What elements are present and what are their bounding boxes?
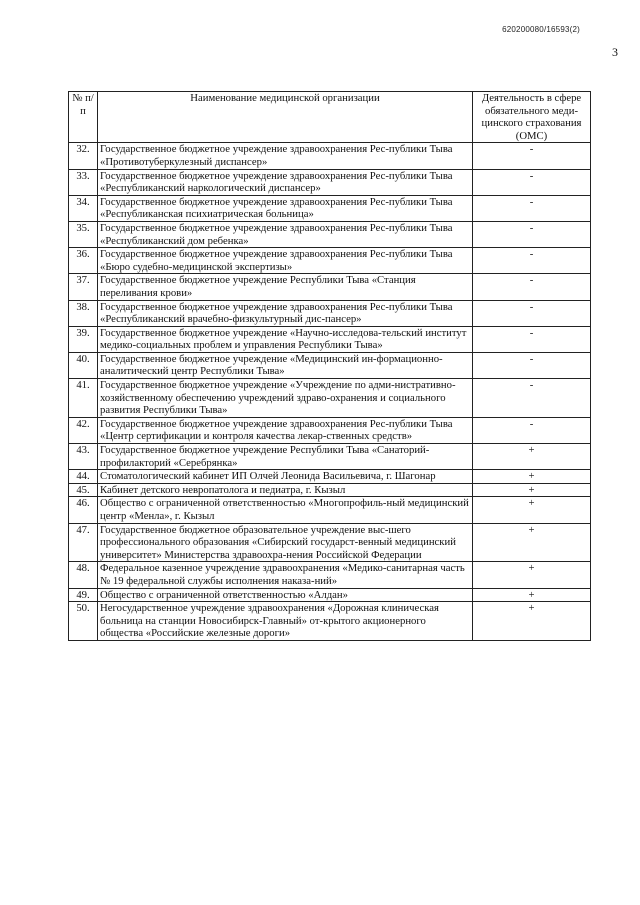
organization-name: Государственное бюджетное учреждение здравоохранения Рес-публики Тыва «Бюро судебно-медицинской экспертизы»	[98, 248, 473, 274]
row-number: 50.	[69, 602, 98, 641]
table-row	[69, 497, 591, 523]
header-oms-activity: Деятельность в сфере обязательного меди-цинского страхования (ОМС)	[473, 92, 591, 143]
row-number: 33.	[69, 169, 98, 195]
organization-name: Государственное бюджетное образовательное учреждение выс-шего профессионального образования «Сибирский государст-венный медицинский университет» Министерства здравоохра-нения Российской Федерации	[98, 523, 473, 562]
oms-status: -	[473, 379, 591, 418]
oms-status: -	[473, 417, 591, 443]
row-number: 36.	[69, 248, 98, 274]
row-number: 47.	[69, 523, 98, 562]
table-row	[69, 379, 591, 418]
row-number: 39.	[69, 326, 98, 352]
table-row	[69, 248, 591, 274]
row-number: 45.	[69, 483, 98, 497]
organization-name: Государственное бюджетное учреждение здравоохранения Рес-публики Тыва «Центр сертификации и контроля качества лекар-ственных средств»	[98, 417, 473, 443]
table-row	[69, 143, 591, 169]
table-header-row	[69, 92, 591, 143]
row-number: 35.	[69, 221, 98, 247]
oms-status: +	[473, 523, 591, 562]
oms-status: +	[473, 483, 591, 497]
oms-status: -	[473, 248, 591, 274]
organization-name: Общество с ограниченной ответственностью «Алдан»	[98, 588, 473, 602]
table-row	[69, 326, 591, 352]
organization-name: Государственное бюджетное учреждение здравоохранения Рес-публики Тыва «Республиканская психиатрическая больница»	[98, 195, 473, 221]
table-row	[69, 602, 591, 641]
organization-name: Негосударственное учреждение здравоохранения «Дорожная клиническая больница на станции Новосибирск-Главный» от-крытого акционерного общества «Российские железные дороги»	[98, 602, 473, 641]
table-row	[69, 417, 591, 443]
table-row	[69, 444, 591, 470]
oms-status: -	[473, 326, 591, 352]
oms-status: +	[473, 602, 591, 641]
row-number: 32.	[69, 143, 98, 169]
organization-name: Государственное бюджетное учреждение «Учреждение по адми-нистративно-хозяйственному обеспечению учреждений здраво-охранения и социального развития Республики Тыва»	[98, 379, 473, 418]
oms-status: +	[473, 444, 591, 470]
organization-name: Кабинет детского невропатолога и педиатра, г. Кызыл	[98, 483, 473, 497]
row-number: 40.	[69, 352, 98, 378]
row-number: 37.	[69, 274, 98, 300]
table-row	[69, 274, 591, 300]
row-number: 44.	[69, 470, 98, 484]
table-row	[69, 588, 591, 602]
document-id: 620200080/16593(2)	[502, 25, 580, 34]
organization-name: Федеральное казенное учреждение здравоохранения «Медико-санитарная часть № 19 федеральной службы исполнения наказа-ний»	[98, 562, 473, 588]
organization-name: Государственное бюджетное учреждение здравоохранения Рес-публики Тыва «Республиканский врачебно-физкультурный дис-пансер»	[98, 300, 473, 326]
oms-status: -	[473, 195, 591, 221]
table-row	[69, 470, 591, 484]
oms-status: -	[473, 352, 591, 378]
oms-status: +	[473, 497, 591, 523]
header-organization-name: Наименование медицинской организации	[98, 92, 473, 143]
organization-name: Государственное бюджетное учреждение «Научно-исследова-тельский институт медико-социальных проблем и управления Республики Тыва»	[98, 326, 473, 352]
organization-name: Общество с ограниченной ответственностью «Многопрофиль-ный медицинский центр «Менла», г. Кызыл	[98, 497, 473, 523]
organization-name: Государственное бюджетное учреждение Республики Тыва «Станция переливания крови»	[98, 274, 473, 300]
table-row	[69, 195, 591, 221]
organization-name: Государственное бюджетное учреждение здравоохранения Рес-публики Тыва «Противотуберкулезный диспансер»	[98, 143, 473, 169]
row-number: 48.	[69, 562, 98, 588]
oms-status: +	[473, 562, 591, 588]
page-number: 3	[612, 45, 618, 59]
table-row	[69, 562, 591, 588]
organization-name: Стоматологический кабинет ИП Олчей Леонида Васильевича, г. Шагонар	[98, 470, 473, 484]
oms-status: -	[473, 169, 591, 195]
row-number: 34.	[69, 195, 98, 221]
table-row	[69, 300, 591, 326]
organization-name: Государственное бюджетное учреждение здравоохранения Рес-публики Тыва «Республиканский дом ребенка»	[98, 221, 473, 247]
row-number: 42.	[69, 417, 98, 443]
row-number: 38.	[69, 300, 98, 326]
organization-name: Государственное бюджетное учреждение здравоохранения Рес-публики Тыва «Республиканский наркологический диспансер»	[98, 169, 473, 195]
oms-status: +	[473, 470, 591, 484]
oms-status: -	[473, 143, 591, 169]
oms-status: -	[473, 221, 591, 247]
organization-name: Государственное бюджетное учреждение «Медицинский ин-формационно-аналитический центр Республики Тыва»	[98, 352, 473, 378]
oms-status: -	[473, 300, 591, 326]
table-row	[69, 483, 591, 497]
row-number: 41.	[69, 379, 98, 418]
table-row	[69, 221, 591, 247]
medical-organizations-table	[68, 91, 591, 641]
row-number: 46.	[69, 497, 98, 523]
table-row	[69, 523, 591, 562]
row-number: 43.	[69, 444, 98, 470]
row-number: 49.	[69, 588, 98, 602]
table-row	[69, 352, 591, 378]
table-row	[69, 169, 591, 195]
oms-status: +	[473, 588, 591, 602]
header-number: № п/п	[69, 92, 98, 143]
organization-name: Государственное бюджетное учреждение Республики Тыва «Санаторий-профилакторий «Серебрянка»	[98, 444, 473, 470]
oms-status: -	[473, 274, 591, 300]
